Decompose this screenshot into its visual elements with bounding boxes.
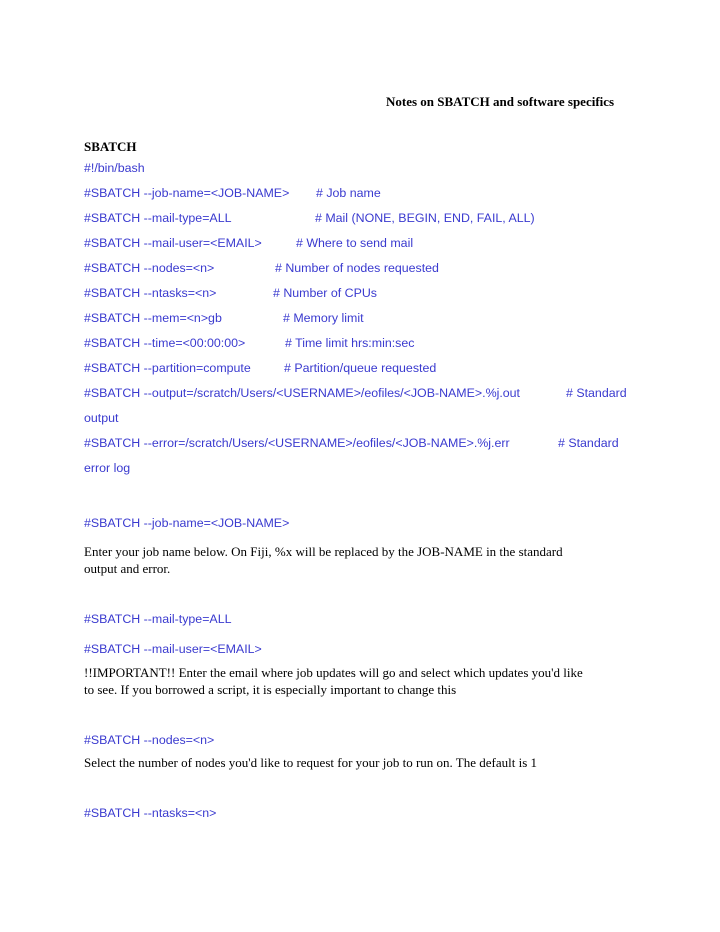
section-text: Select the number of nodes you'd like to request for your job to run on. The default is 1 xyxy=(84,755,538,770)
directive-comment: # Memory limit xyxy=(283,311,364,325)
directive-wrap: output xyxy=(84,411,119,425)
directive-comment: # Standard xyxy=(558,436,619,450)
shebang-line: #!/bin/bash xyxy=(84,161,145,175)
directive-line: #SBATCH --ntasks=<n> xyxy=(84,286,217,300)
directive-line: #SBATCH --job-name=<JOB-NAME> xyxy=(84,186,290,200)
directive-line: #SBATCH --mem=<n>gb xyxy=(84,311,222,325)
directive-line: #SBATCH --error=/scratch/Users/<USERNAME>/eofiles/<JOB-NAME>.%j.err xyxy=(84,436,510,450)
document-title: Notes on SBATCH and software specifics xyxy=(386,94,615,109)
section-text: to see. If you borrowed a script, it is especially important to change this xyxy=(84,682,457,697)
section-text: !!IMPORTANT!! Enter the email where job updates will go and select which updates you'd like xyxy=(84,665,583,680)
directive-line: #SBATCH --mail-user=<EMAIL> xyxy=(84,236,262,250)
section-text: Enter your job name below. On Fiji, %x will be replaced by the JOB-NAME in the standard xyxy=(84,544,563,559)
directive-line: #SBATCH --mail-type=ALL xyxy=(84,211,232,225)
directive-line: #SBATCH --partition=compute xyxy=(84,361,251,375)
directive-comment: # Number of nodes requested xyxy=(275,261,439,275)
directive-comment: # Standard xyxy=(566,386,627,400)
directive-line: #SBATCH --nodes=<n> xyxy=(84,261,215,275)
directive-comment: # Where to send mail xyxy=(296,236,414,250)
directive-comment: # Time limit hrs:min:sec xyxy=(285,336,415,350)
section-code: #SBATCH --nodes=<n> xyxy=(84,733,215,747)
directive-comment: # Mail (NONE, BEGIN, END, FAIL, ALL) xyxy=(315,211,535,225)
directive-wrap: error log xyxy=(84,461,131,475)
section-code: #SBATCH --mail-user=<EMAIL> xyxy=(84,642,262,656)
section-code: #SBATCH --job-name=<JOB-NAME> xyxy=(84,516,290,530)
directive-line: #SBATCH --output=/scratch/Users/<USERNAME>/eofiles/<JOB-NAME>.%j.out xyxy=(84,386,521,400)
directive-comment: # Job name xyxy=(316,186,381,200)
section-heading: SBATCH xyxy=(84,139,137,154)
section-text: output and error. xyxy=(84,561,171,576)
directive-comment: # Partition/queue requested xyxy=(284,361,437,375)
directive-line: #SBATCH --time=<00:00:00> xyxy=(84,336,246,350)
section-code: #SBATCH --mail-type=ALL xyxy=(84,612,232,626)
directive-comment: # Number of CPUs xyxy=(273,286,377,300)
section-code: #SBATCH --ntasks=<n> xyxy=(84,806,217,820)
